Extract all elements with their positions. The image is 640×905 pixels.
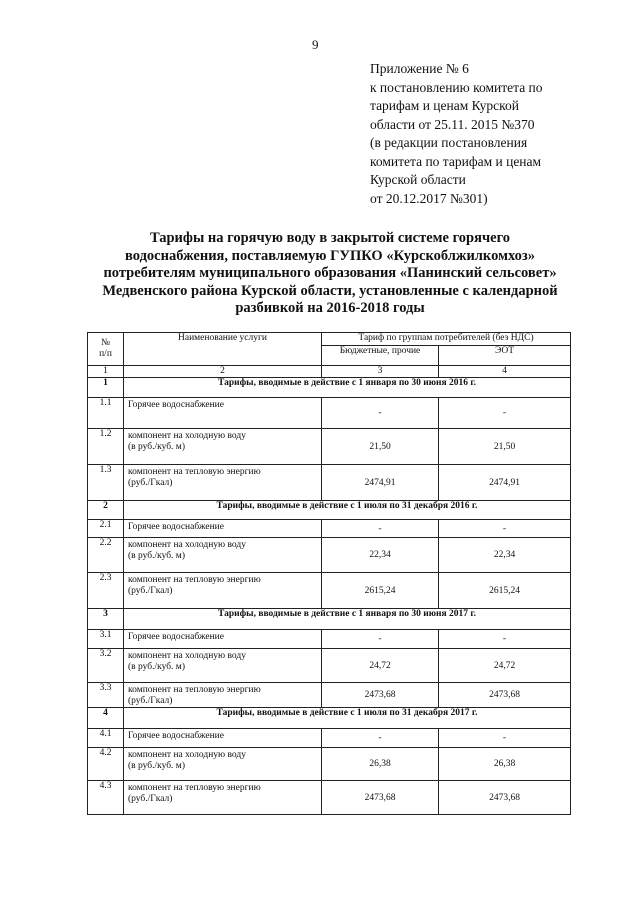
tariff-budget-value: 2615,24 [322,573,439,609]
tariff-eot-value: - [439,520,571,538]
tariff-eot-value: - [439,729,571,748]
header-num: № п/п [88,333,124,366]
tariff-eot-value: 24,72 [439,649,571,683]
table-row [88,649,571,683]
service-name: компонент на тепловую энергию (руб./Гкал) [124,683,322,708]
tariff-eot-value: 22,34 [439,538,571,573]
service-name: Горячее водоснабжение [124,520,322,538]
tariff-budget-value: - [322,398,439,429]
table-row [88,708,571,729]
tariff-budget-value: 21,50 [322,429,439,465]
section-title: Тарифы, вводимые в действие с 1 января по 30 июня 2017 г. [124,609,571,630]
header-index: 2 [124,366,322,378]
tariff-eot-value: - [439,398,571,429]
tariff-budget-value: 24,72 [322,649,439,683]
table-row [88,465,571,501]
section-number: 2 [88,501,124,520]
tariff-table [87,332,571,815]
tariff-budget-value: 2474,91 [322,465,439,501]
tariff-budget-value: - [322,520,439,538]
table-row [88,748,571,781]
header-index: 4 [439,366,571,378]
tariff-eot-value: 21,50 [439,429,571,465]
appendix-line: (в редакции постановления [370,135,528,150]
service-name: Горячее водоснабжение [124,729,322,748]
service-name: компонент на тепловую энергию (руб./Гкал) [124,781,322,815]
tariff-eot-value: 2474,91 [439,465,571,501]
tariff-budget-value: 26,38 [322,748,439,781]
service-name: Горячее водоснабжение [124,398,322,429]
section-number: 4 [88,708,124,729]
row-number: 4.2 [88,748,124,781]
document-title [80,230,580,318]
section-title: Тарифы, вводимые в действие с 1 июля по 31 декабря 2016 г. [124,501,571,520]
tariff-budget-value: 2473,68 [322,781,439,815]
appendix-line: комитета по тарифам и ценам [370,153,542,169]
row-number: 3.3 [88,683,124,708]
title-line: Медвенского района Курской области, установленные с календарной [102,282,558,299]
appendix-line: Курской области [370,172,466,187]
section-title: Тарифы, вводимые в действие с 1 июля по 31 декабря 2017 г. [124,708,571,729]
header-tariff-group: Тариф по группам потребителей (без НДС) [322,333,571,346]
title-line: водоснабжения, поставляемую ГУПКО «Курскоблжилкомхоз» [125,247,535,264]
row-number: 3.2 [88,649,124,683]
tariff-budget-value: 2473,68 [322,683,439,708]
tariff-eot-value: - [439,630,571,649]
row-number: 4.1 [88,729,124,748]
table-row [88,609,571,630]
row-number: 1.1 [88,398,124,429]
table-row [88,429,571,465]
table-row [88,366,571,378]
table-row [88,398,571,429]
tariff-eot-value: 2473,68 [439,781,571,815]
service-name: компонент на тепловую энергию (руб./Гкал) [124,465,322,501]
appendix-line: от 20.12.2017 №301) [370,190,488,206]
service-name: компонент на тепловую энергию (руб./Гкал) [124,573,322,609]
service-name: Горячее водоснабжение [124,630,322,649]
table-row [88,333,571,346]
tariff-budget-value: - [322,630,439,649]
row-number: 2.2 [88,538,124,573]
service-name: компонент на холодную воду (в руб./куб. м) [124,649,322,683]
row-number: 2.1 [88,520,124,538]
tariff-budget-value: 22,34 [322,538,439,573]
table-row [88,781,571,815]
title-line: потребителям муниципального образования «Панинский сельсовет» [103,265,557,281]
table-row [88,501,571,520]
tariff-eot-value: 2473,68 [439,683,571,708]
tariff-eot-value: 26,38 [439,748,571,781]
table-row [88,630,571,649]
section-number: 3 [88,609,124,630]
table-row [88,729,571,748]
table-row [88,573,571,609]
row-number: 2.3 [88,573,124,609]
title-line: разбивкой на 2016-2018 годы [235,300,425,316]
tariff-eot-value: 2615,24 [439,573,571,609]
header-index: 3 [322,366,439,378]
header-col-budget: Бюджетные, прочие [322,346,439,366]
service-name: компонент на холодную воду (в руб./куб. м) [124,429,322,465]
table-row [88,538,571,573]
row-number: 3.1 [88,630,124,649]
service-name: компонент на холодную воду (в руб./куб. м) [124,748,322,781]
title-line: Тарифы на горячую воду в закрытой системе горячего [149,230,511,246]
table-row [88,520,571,538]
table-row [88,683,571,708]
page-number: 9 [312,37,319,52]
section-number: 1 [88,378,124,398]
table-row [88,378,571,398]
tariff-budget-value: - [322,729,439,748]
row-number: 1.3 [88,465,124,501]
appendix-note [370,60,620,208]
appendix-line: к постановлению комитета по [370,79,543,95]
row-number: 4.3 [88,781,124,815]
section-title: Тарифы, вводимые в действие с 1 января по 30 июня 2016 г. [124,378,571,398]
header-col-eot: ЭОТ [439,346,571,366]
header-index: 1 [88,366,124,378]
header-service: Наименование услуги [124,333,322,366]
service-name: компонент на холодную воду (в руб./куб. м) [124,538,322,573]
appendix-line: области от 25.11. 2015 №370 [370,116,535,132]
appendix-line: Приложение № 6 [370,61,469,76]
row-number: 1.2 [88,429,124,465]
appendix-line: тарифам и ценам Курской [370,98,519,113]
